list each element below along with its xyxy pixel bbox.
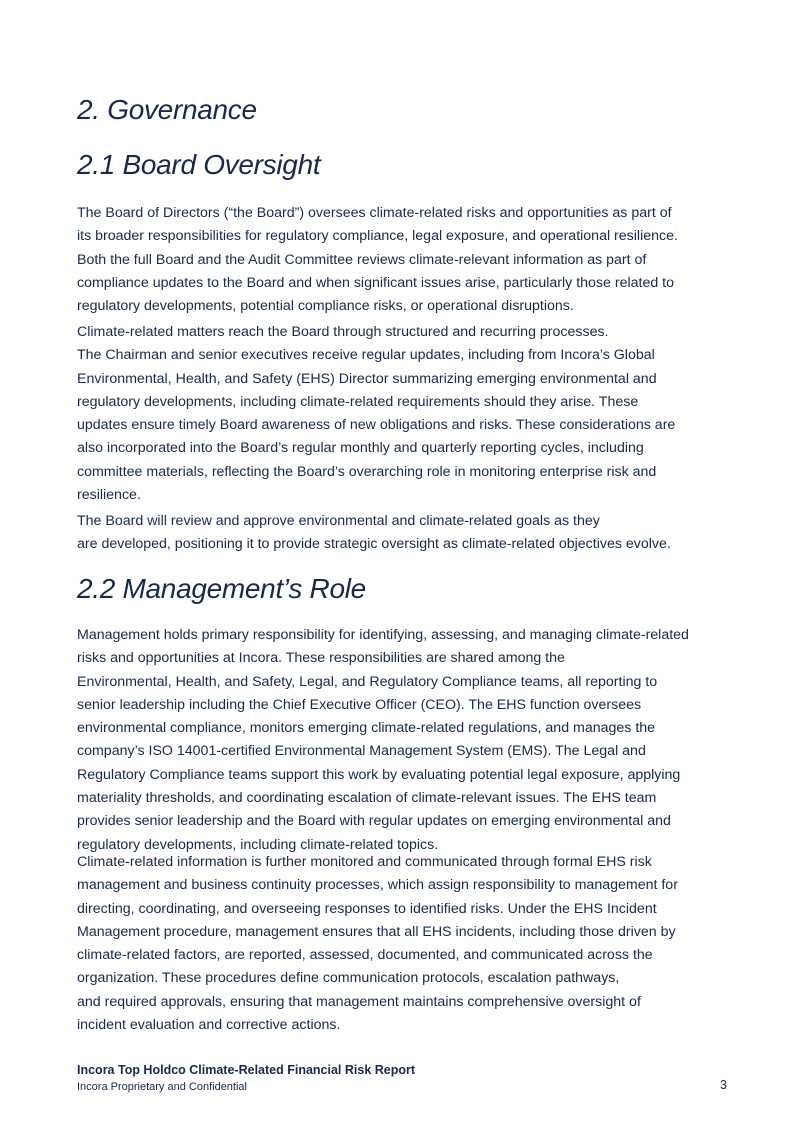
text-line: and required approvals, ensuring that management maintains comprehensive oversight of [77,993,641,1010]
text-line: directing, coordinating, and overseeing responses to identified risks. Under the EHS Incident [77,900,657,917]
text-line: Climate-related information is further monitored and communicated through formal EHS risk [77,854,652,870]
text-line: The Board of Directors (“the Board”) oversees climate-related risks and opportunities as part of [77,205,672,221]
page-footer [77,1062,727,1095]
text-line: updates ensure timely Board awareness of new obligations and risks. These considerations are [77,417,676,434]
text-line: regulatory developments, potential compliance risks, or operational disruptions. [77,298,574,315]
subsection-title-managements-role: 2.2 Management’s Role [77,573,366,604]
text-line: The Board will review and approve environmental and climate-related goals as they [77,513,600,529]
text-line: Regulatory Compliance teams support this work by evaluating potential legal exposure, applying [77,766,681,783]
text-line: Environmental, Health, and Safety (EHS) Director summarizing emerging environmental and [77,370,657,387]
text-line: compliance updates to the Board and when significant issues arise, particularly those related to [77,274,675,291]
text-line: regulatory developments, including climate-related topics. [77,836,439,853]
section-title: 2. Governance [77,94,257,125]
text-line: are developed, positioning it to provide strategic oversight as climate-related objectives evolve. [77,536,671,553]
text-line: Management holds primary responsibility for identifying, assessing, and managing climate-related [77,627,689,643]
footer-confidentiality: Incora Proprietary and Confidential [77,1081,247,1093]
paragraph-management-role-2 [77,851,729,1037]
subsection-title-board-oversight: 2.1 Board Oversight [77,149,321,180]
text-line: its broader responsibilities for regulatory compliance, legal exposure, and operational resilience. [77,228,678,245]
text-line: Environmental, Health, and Safety, Legal, and Regulatory Compliance teams, all reporting to [77,673,658,690]
text-line: management and business continuity processes, which assign responsibility to management for [77,877,678,894]
text-line: Both the full Board and the Audit Committee reviews climate-relevant information as part of [77,251,647,268]
text-line: also incorporated into the Board’s regular monthly and quarterly reporting cycles, including [77,440,644,457]
text-line: Management procedure, management ensures that all EHS incidents, including those driven by [77,923,676,940]
text-line: Climate-related matters reach the Board through structured and recurring processes. [77,324,609,340]
text-line: company’s ISO 14001-certified Environmental Management System (EMS). The Legal and [77,743,646,760]
text-line: The Chairman and senior executives receive regular updates, including from Incora’s Global [77,347,655,364]
text-line: organization. These procedures define communication protocols, escalation pathways, [77,970,620,987]
text-line: climate-related factors, are reported, assessed, documented, and communicated across the [77,947,653,964]
paragraph-board-oversight-3 [77,510,729,557]
document-page [77,0,727,1132]
paragraph-board-oversight-1 [77,202,729,318]
paragraph-management-role-1 [77,624,729,857]
text-line: senior leadership including the Chief Executive Officer (CEO). The EHS function oversees [77,696,642,713]
text-line: regulatory developments, including climate-related requirements should they arise. These [77,393,639,410]
text-line: committee materials, reflecting the Board’s overarching role in monitoring enterprise risk and [77,463,657,480]
text-line: environmental compliance, monitors emerging climate-related regulations, and manages the [77,720,656,737]
page-number: 3 [720,1078,727,1092]
text-line: risks and opportunities at Incora. These responsibilities are shared among the [77,650,565,667]
text-line: resilience. [77,487,141,504]
footer-report-title: Incora Top Holdco Climate-Related Financial Risk Report [77,1063,416,1077]
text-line: incident evaluation and corrective actions. [77,1017,341,1034]
text-line: provides senior leadership and the Board with regular updates on emerging environmental and [77,813,671,830]
paragraph-board-oversight-2 [77,321,729,507]
text-line: materiality thresholds, and coordinating escalation of climate-relevant issues. The EHS team [77,790,657,807]
